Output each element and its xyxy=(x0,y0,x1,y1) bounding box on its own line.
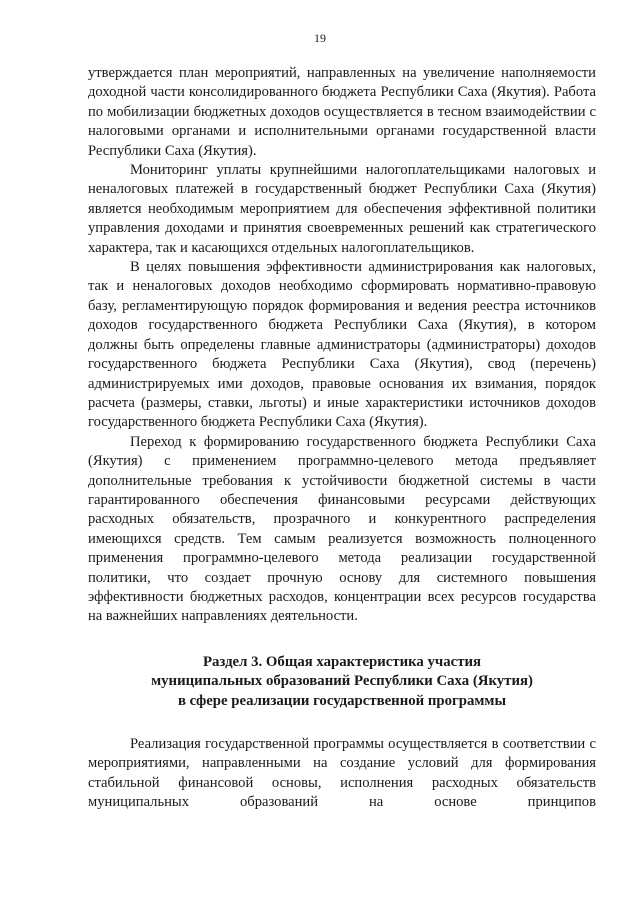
page-number: 19 xyxy=(314,31,326,45)
section-heading-line-2: муниципальных образований Республики Саха (Якутия) xyxy=(151,673,533,690)
section-heading xyxy=(88,653,596,711)
document-body xyxy=(88,64,596,813)
paragraph-1: утверждается план мероприятий, направленных на увеличение наполняемости доходной части консолидированного бюджета Республики Саха (Якутия). Работа по мобилизации бюджетных доходов осуществляется в тесном взаимодействии с налоговыми органами и исполнительными органами государственной власти Республики Саха (Якутия). xyxy=(88,65,596,159)
paragraph-5: Реализация государственной программы осуществляется в соответствии с мероприятиями, направленными на создание условий для формирования стабильной финансовой основы, исполнения расходных обязательств муниципальных образований на основе принципов xyxy=(88,736,596,811)
paragraph-3: В целях повышения эффективности администрирования как налоговых, так и неналоговых доходов необходимо сформировать нормативно-правовую базу, регламентирующую порядок формирования и ведения реестра источников доходов государственного бюджета Республики Саха (Якутия), в котором должны быть определены главные администраторы (администраторы) доходов государственного бюджета Республики Саха (Якутия), свод (перечень) администрируемых ими доходов, правовые основания их взимания, порядок расчета (размеры, ставки, льготы) и иные характеристики источников доходов государственного бюджета Республики Саха (Якутия). xyxy=(88,259,596,431)
paragraph-2: Мониторинг уплаты крупнейшими налогоплательщиками налоговых и неналоговых платежей в государственный бюджет Республики Саха (Якутия) является необходимым мероприятием для обеспечения эффективной политики управления доходами и принятия своевременных решений как стратегического характера, так и касающихся отдельных налогоплательщиков. xyxy=(88,162,596,256)
section-heading-line-3: в сфере реализации государственной программы xyxy=(177,692,507,709)
section-heading-line-1: Раздел 3. Общая характеристика участия xyxy=(202,653,482,670)
paragraph-4: Переход к формированию государственного бюджета Республики Саха (Якутия) с применением программно-целевого метода предъявляет дополнительные требования к устойчивости бюджетной системы в части гарантированного обеспечения финансовыми ресурсами действующих расходных обязательств, прозрачного и конкурентного распределения имеющихся средств. Тем самым реализуется возможность полноценного применения программно-целевого метода реализации государственной политики, что создает прочную основу для системного повышения эффективности бюджетных расходов, концентрации всех ресурсов государства на важнейших направлениях деятельности. xyxy=(88,433,596,625)
